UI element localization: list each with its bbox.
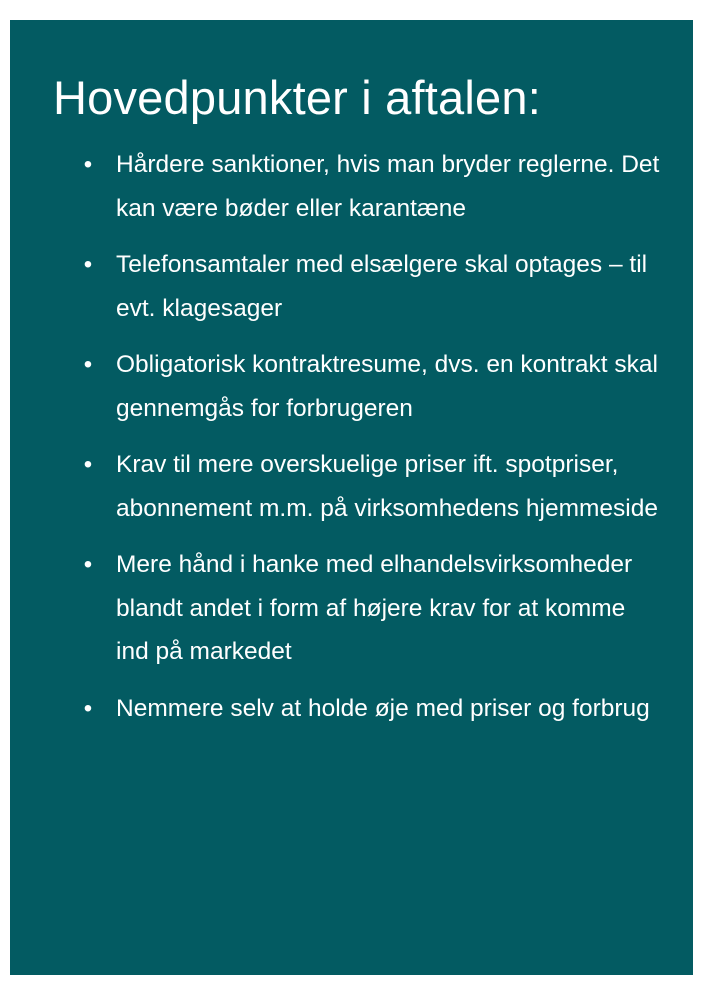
bullet-item <box>83 143 661 230</box>
bullet-text: Obligatorisk kontraktresume, dvs. en kontrakt skal gennemgås for forbrugeren <box>116 351 658 422</box>
bullet-text: Telefonsamtaler med elsælgere skal optages – til evt. klagesager <box>116 251 648 322</box>
bullet-item <box>83 443 661 530</box>
bullet-icon: • <box>83 694 93 722</box>
bullet-text: Nemmere selv at holde øje med priser og forbrug <box>116 694 650 722</box>
bullet-text: Mere hånd i hanke med elhandelsvirksomheder blandt andet i form af højere krav for at komme ind på markedet <box>116 551 633 665</box>
bullet-list <box>83 143 661 743</box>
bullet-item <box>83 343 661 430</box>
bullet-text: Hårdere sanktioner, hvis man bryder reglerne. Det kan være bøder eller karantæne <box>116 151 660 222</box>
bullet-text: Krav til mere overskuelige priser ift. spotpriser, abonnement m.m. på virksomhedens hjemmeside <box>116 451 658 522</box>
bullet-icon: • <box>83 451 93 478</box>
bullet-icon: • <box>83 551 93 578</box>
bullet-item <box>83 543 661 674</box>
card-title: Hovedpunkter i aftalen: <box>53 71 541 124</box>
bullet-item <box>83 687 661 731</box>
bullet-icon: • <box>83 251 93 278</box>
bullet-icon: • <box>83 351 93 378</box>
bullet-icon: • <box>83 151 93 178</box>
info-card <box>10 20 693 975</box>
bullet-item <box>83 243 661 330</box>
